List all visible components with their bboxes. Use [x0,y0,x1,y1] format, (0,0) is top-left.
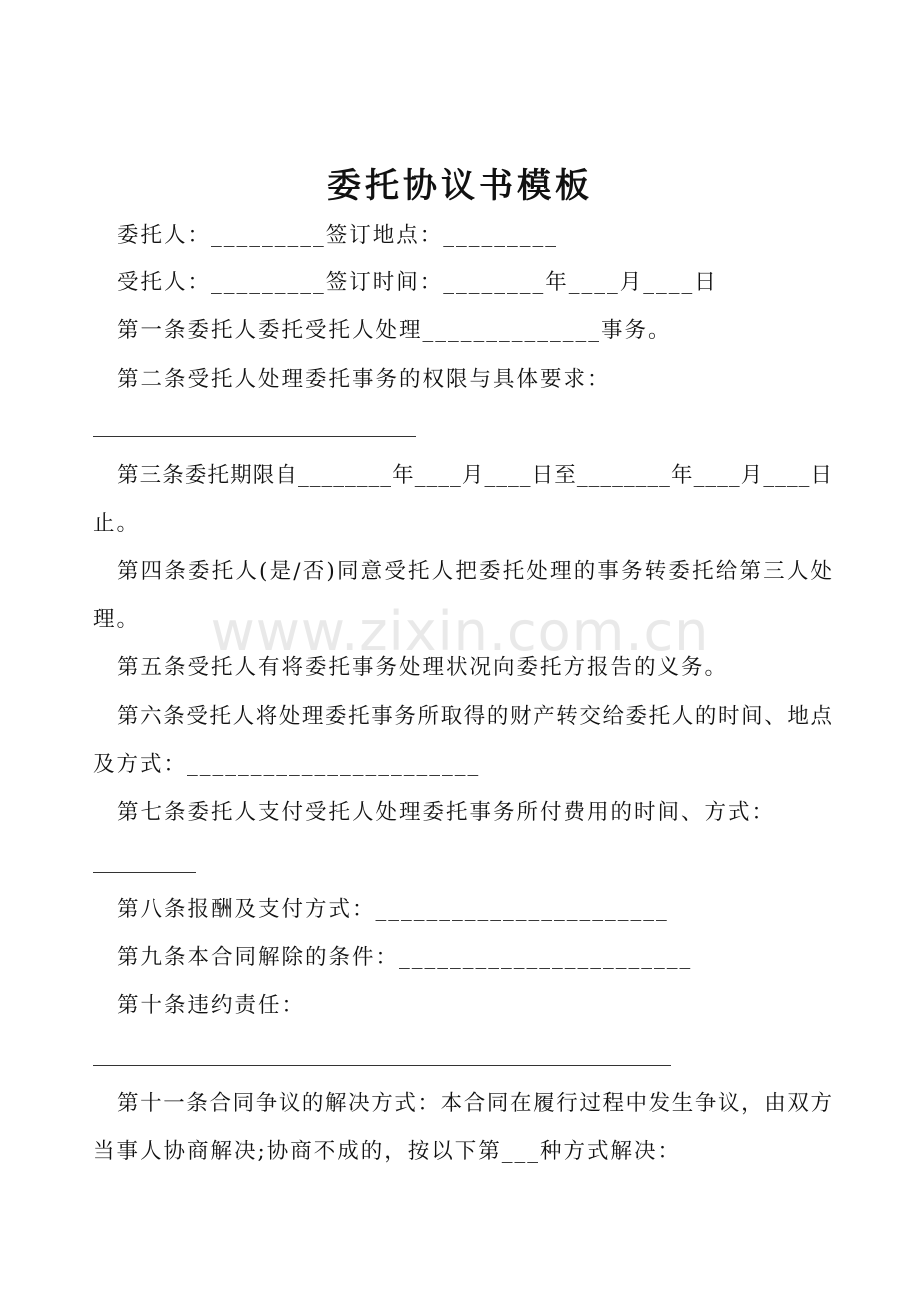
article-4-line-1: 第四条委托人(是/否)同意受托人把委托处理的事务转委托给第三人处 [117,559,833,584]
article-5: 第五条受托人有将委托事务处理状况向委托方报告的义务。 [117,655,729,680]
watermark: www.zixin.com.cn [210,600,710,663]
article-6-line-1: 第六条受托人将处理委托事务所取得的财产转交给委托人的时间、地点 [117,704,833,729]
article-3-line-1: 第三条委托期限自________年____月____日至________年____月____日 [117,463,833,488]
blank-line-article-2 [93,436,416,437]
principal-line: 委托人：_________签订地点：_________ [117,223,559,248]
article-7: 第七条委托人支付受托人处理委托事务所付费用的时间、方式： [117,800,776,825]
article-11-line-2: 当事人协商解决;协商不成的，按以下第___种方式解决： [93,1139,681,1164]
agent-line: 受托人：_________签订时间：________年____月____日 [117,270,718,295]
article-3-line-2: 止。 [93,511,141,536]
article-9: 第九条本合同解除的条件：_______________________ [117,945,693,970]
article-2: 第二条受托人处理委托事务的权限与具体要求： [117,367,611,392]
article-10: 第十条违约责任： [117,993,306,1018]
article-11-line-1: 第十一条合同争议的解决方式：本合同在履行过程中发生争议，由双方 [117,1091,833,1116]
blank-line-article-10 [93,1065,671,1066]
article-4-line-2: 理。 [93,607,141,632]
blank-line-article-7 [93,872,196,873]
article-8: 第八条报酬及支付方式：_______________________ [117,897,669,922]
article-1: 第一条委托人委托受托人处理______________事务。 [117,318,672,343]
article-6-line-2: 及方式：_______________________ [93,752,481,777]
document-title: 委托协议书模板 [327,166,593,206]
